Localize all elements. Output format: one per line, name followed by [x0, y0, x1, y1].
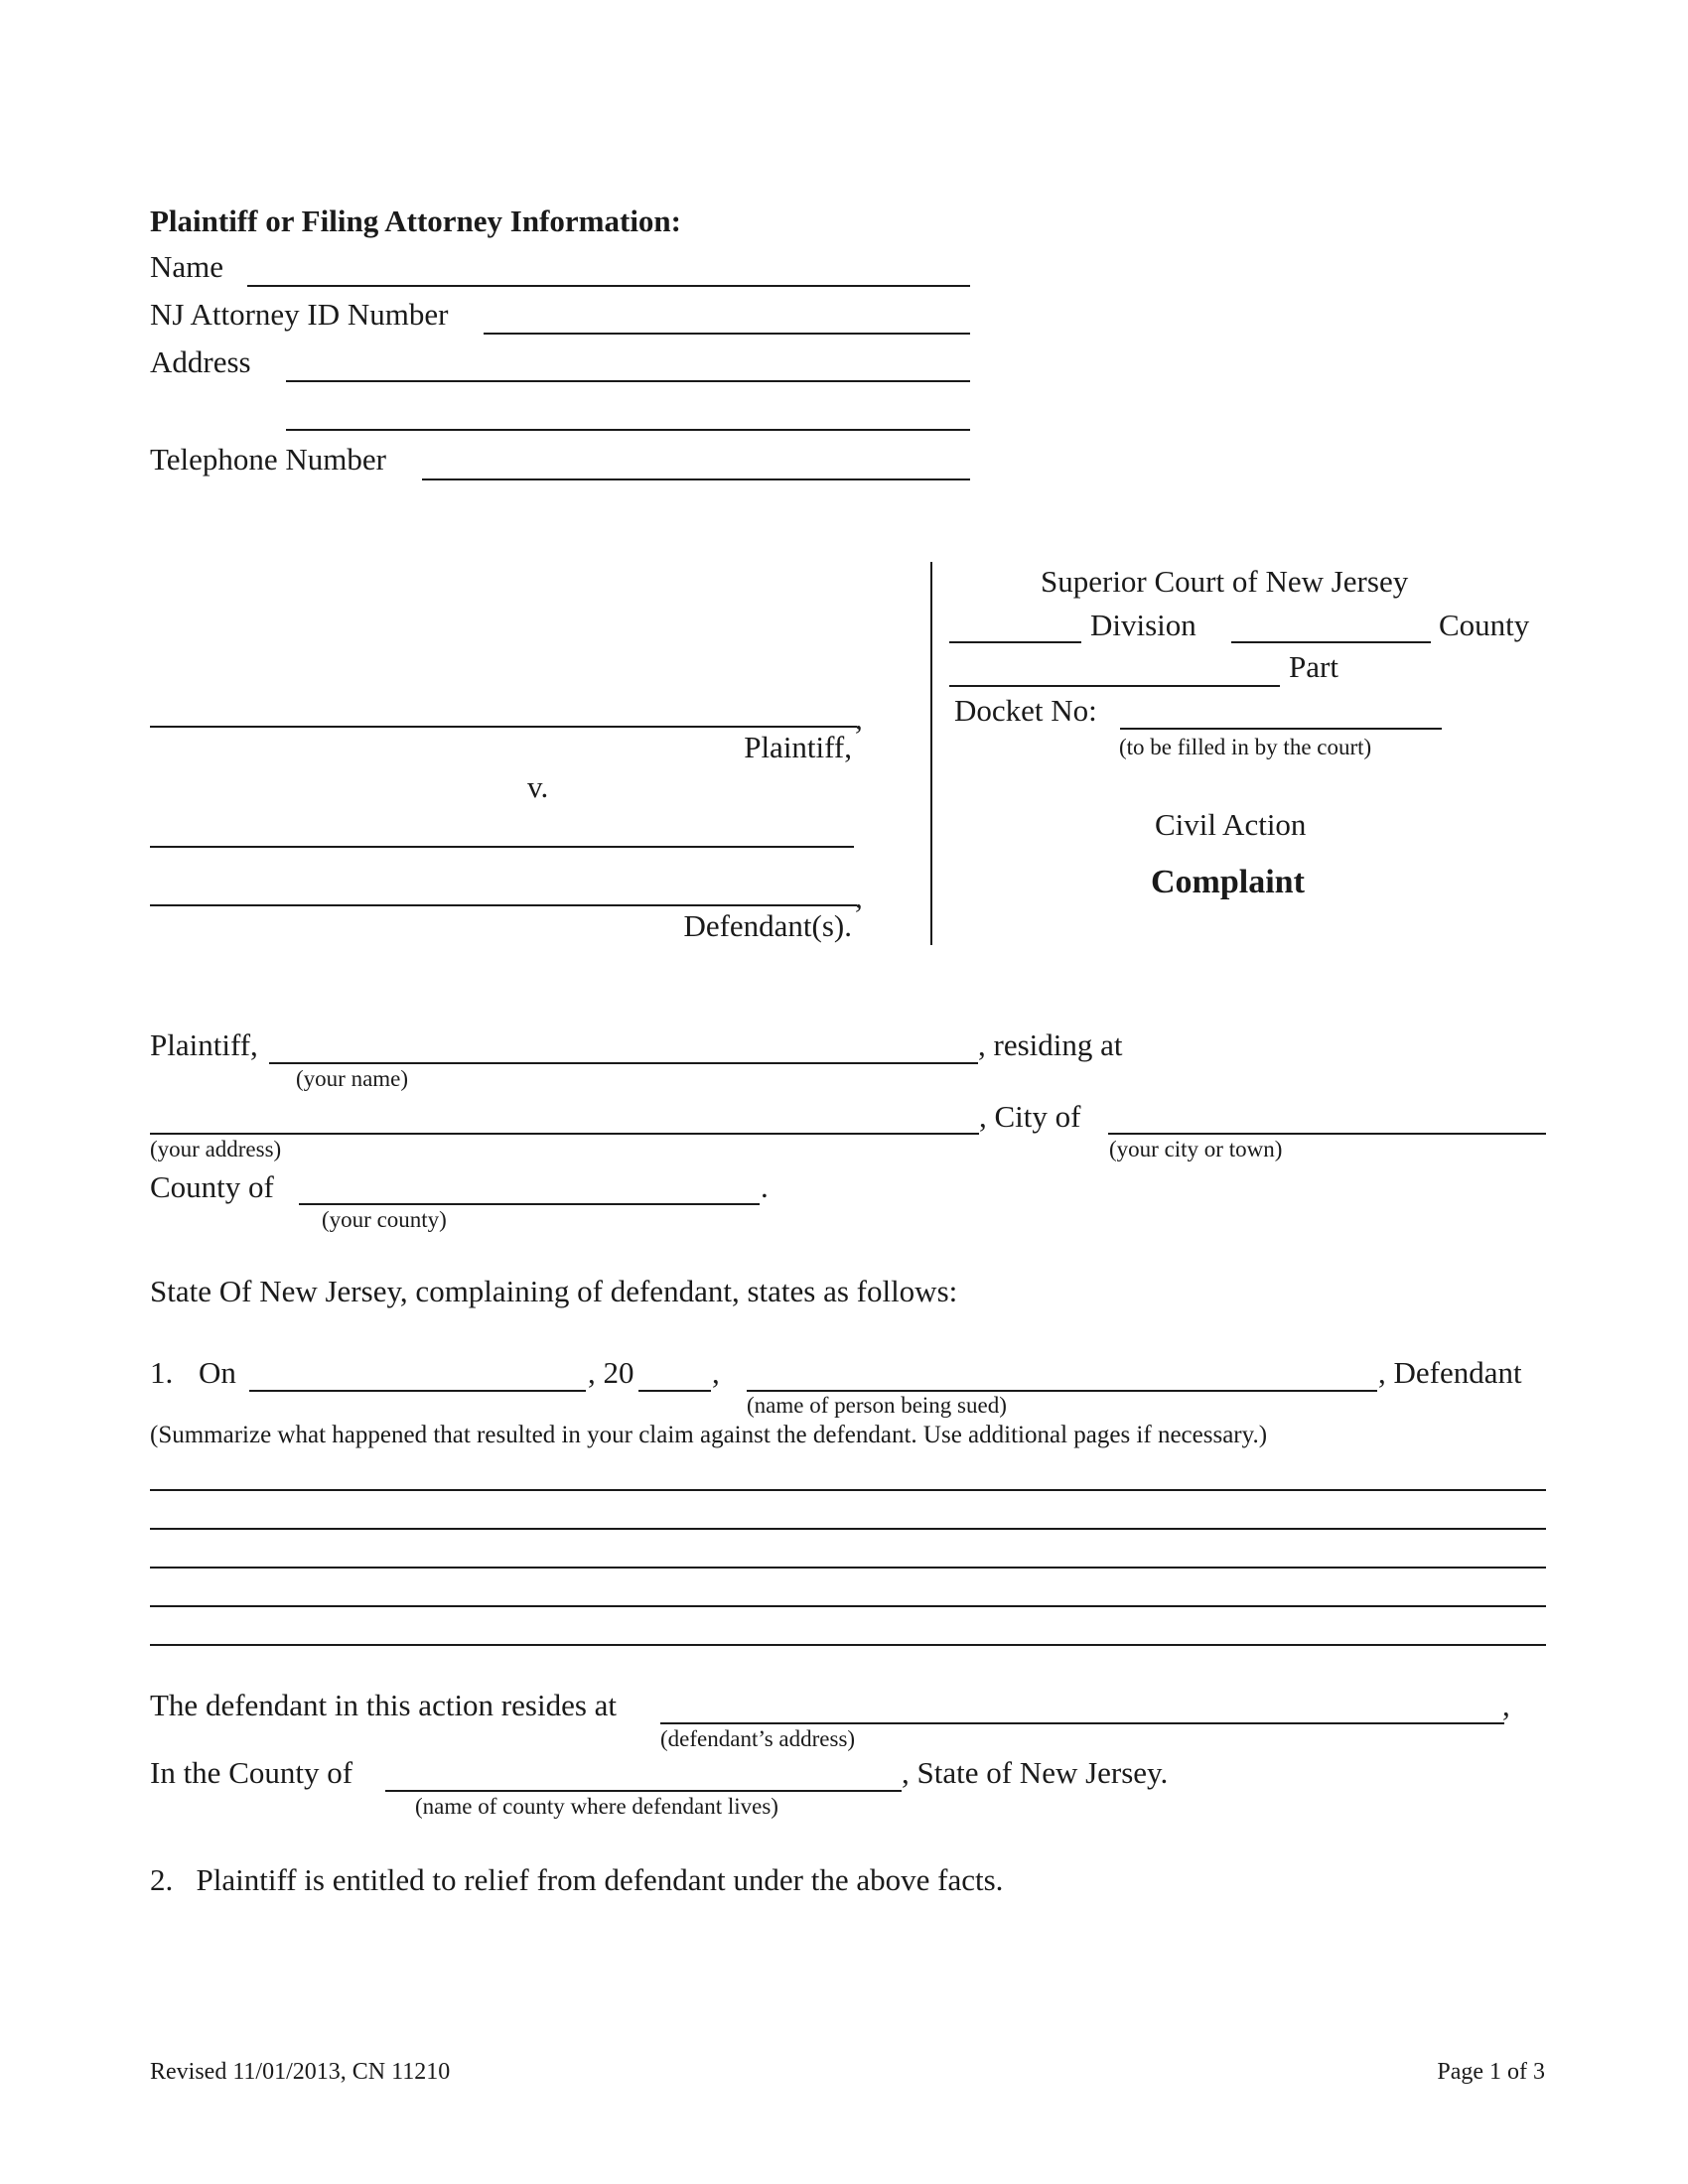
part-label: Part [1289, 649, 1338, 684]
plaintiff-name-input[interactable] [153, 691, 854, 725]
summary-line-5 [150, 1644, 1546, 1646]
docket-note: (to be filled in by the court) [1119, 735, 1372, 759]
item1-year-label: , 20 [588, 1355, 634, 1390]
plaintiff-caption-label: Plaintiff, [744, 730, 852, 764]
item1-date-line [249, 1390, 586, 1392]
item1-sued-input[interactable] [749, 1356, 1375, 1389]
item1-defendant-label: , Defendant [1378, 1355, 1522, 1390]
defendant-county-hint: (name of county where defendant lives) [415, 1794, 778, 1819]
summary-line-1 [150, 1489, 1546, 1491]
item1-year-line [638, 1390, 711, 1392]
attorney-id-input[interactable] [487, 298, 967, 332]
state-of-nj-label: , State of New Jersey. [902, 1755, 1169, 1790]
defendant-address-comma: , [1502, 1688, 1510, 1722]
summary-input-1[interactable] [152, 1456, 1544, 1488]
docket-input[interactable] [1122, 694, 1440, 727]
summary-input-2[interactable] [152, 1495, 1544, 1527]
attorney-info-title: Plaintiff or Filing Attorney Information: [150, 204, 681, 238]
telephone-input[interactable] [425, 443, 967, 478]
telephone-label: Telephone Number [150, 442, 386, 477]
footer-page-number: Page 1 of 3 [1437, 2059, 1545, 2085]
defendant-comma: , [855, 880, 863, 914]
your-city-hint: (your city or town) [1109, 1137, 1283, 1161]
in-county-of-label: In the County of [150, 1755, 353, 1790]
defendant-line-2 [150, 904, 857, 906]
item2-statement: 2. Plaintiff is entitled to relief from defendant under the above facts. [150, 1862, 1004, 1897]
civil-action-label: Civil Action [1155, 807, 1307, 842]
item1-sued-line [747, 1390, 1377, 1392]
part-line [949, 685, 1280, 687]
county-line [1231, 641, 1431, 643]
county-input[interactable] [1233, 608, 1429, 640]
complaint-title: Complaint [1151, 864, 1305, 900]
summary-line-4 [150, 1605, 1546, 1607]
summary-instruction: (Summarize what happened that resulted in your claim against the defendant. Use additional pages if necessary.) [150, 1422, 1268, 1448]
residing-at-label: , residing at [978, 1027, 1123, 1062]
summary-line-2 [150, 1528, 1546, 1530]
item1-year-input[interactable] [640, 1356, 709, 1389]
county-period: . [761, 1169, 769, 1204]
defendant-address-line [660, 1722, 1504, 1724]
item1-year-comma: , [712, 1355, 720, 1390]
footer-revised: Revised 11/01/2013, CN 11210 [150, 2059, 451, 2085]
your-county-hint: (your county) [322, 1207, 447, 1232]
defendant-county-line [385, 1790, 902, 1792]
plaintiff-name-line [150, 726, 857, 728]
your-name-hint: (your name) [296, 1066, 409, 1091]
name-input[interactable] [250, 250, 967, 284]
name-line [247, 285, 970, 287]
item1-number: 1. [150, 1355, 174, 1390]
division-label: Division [1090, 608, 1196, 642]
item1-on-label: On [199, 1355, 236, 1390]
defendant-input-2[interactable] [153, 870, 854, 903]
summary-line-3 [150, 1567, 1546, 1569]
name-label: Name [150, 249, 224, 284]
your-city-input[interactable] [1110, 1099, 1544, 1132]
defendant-input-1[interactable] [153, 811, 851, 845]
docket-label: Docket No: [954, 693, 1097, 728]
summary-input-3[interactable] [152, 1534, 1544, 1566]
your-address-input[interactable] [152, 1099, 977, 1132]
defendant-address-hint: (defendant’s address) [660, 1726, 856, 1751]
summary-input-5[interactable] [152, 1611, 1544, 1643]
address-line-1 [286, 380, 970, 382]
court-name: Superior Court of New Jersey [1041, 564, 1409, 599]
defendant-line-1 [150, 846, 854, 848]
item1-date-input[interactable] [251, 1356, 584, 1389]
defendant-caption-label: Defendant(s). [683, 908, 852, 943]
telephone-line [422, 478, 970, 480]
attorney-id-label: NJ Attorney ID Number [150, 297, 449, 332]
attorney-id-line [484, 333, 970, 335]
docket-line [1120, 728, 1442, 730]
defendant-county-input[interactable] [387, 1756, 900, 1789]
address-input-1[interactable] [289, 345, 967, 379]
defendant-resides-label: The defendant in this action resides at [150, 1688, 618, 1722]
item1-sued-hint: (name of person being sued) [747, 1393, 1007, 1418]
address-label: Address [150, 344, 251, 379]
county-of-label: County of [150, 1169, 274, 1204]
your-address-hint: (your address) [150, 1137, 282, 1161]
county-label: County [1439, 608, 1530, 642]
your-address-line [150, 1133, 979, 1135]
caption-divider [930, 562, 932, 945]
part-input[interactable] [951, 651, 1278, 684]
division-line [949, 641, 1081, 643]
your-county-input[interactable] [301, 1169, 758, 1202]
division-input[interactable] [951, 608, 1079, 640]
your-city-line [1108, 1133, 1546, 1135]
state-statement: State Of New Jersey, complaining of defendant, states as follows: [150, 1274, 958, 1308]
plaintiff-comma: , [855, 701, 863, 736]
plaintiff-body-name-input[interactable] [271, 1028, 976, 1061]
address-line-2 [286, 429, 970, 431]
address-input-2[interactable] [289, 394, 967, 428]
your-county-line [299, 1203, 760, 1205]
versus-label: v. [527, 769, 549, 804]
city-of-label: , City of [979, 1099, 1081, 1134]
summary-input-4[interactable] [152, 1572, 1544, 1604]
plaintiff-prefix: Plaintiff, [150, 1027, 258, 1062]
defendant-address-input[interactable] [662, 1689, 1502, 1721]
plaintiff-body-name-line [269, 1062, 978, 1064]
